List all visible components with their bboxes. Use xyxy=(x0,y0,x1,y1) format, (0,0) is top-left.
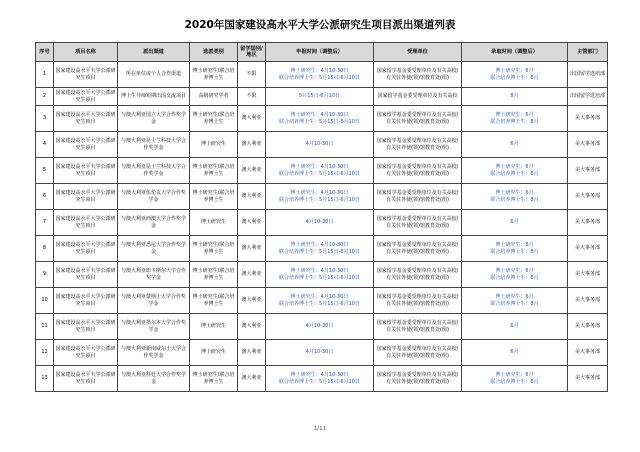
cell-country: 澳大利亚 xyxy=(238,158,266,184)
table-row xyxy=(36,314,608,340)
cell-project: 国家建设高水平大学公派研究生项目 xyxy=(54,340,118,366)
column-header: 派出渠道 xyxy=(118,43,190,62)
cell-channel: 博士生导师短期出国交流项目 xyxy=(118,88,190,106)
cell-apply-time: 博士研究生：4月10-30日 联合培养博士生：5月15日-6月10日 xyxy=(266,366,374,392)
cell-admit-time: 博士研究生：6月 联合培养博士生：8月 xyxy=(462,288,568,314)
cell-accept-unit: 国家留学基金委受理单位及有关高校/有关驻外使(领)馆教育处(组) xyxy=(374,366,462,392)
cell-accept-unit: 国家留学基金委受理单位及有关高校/有关驻外使(领)馆教育处(组) xyxy=(374,236,462,262)
cell-dept: 美大事务部 xyxy=(568,158,608,184)
column-header: 受理单位 xyxy=(374,43,462,62)
cell-admit-time: 博士研究生：6月 联合培养博士生：8月 xyxy=(462,366,568,392)
cell-project: 国家建设高水平大学公派研究生项目 xyxy=(54,288,118,314)
cell-no: 5 xyxy=(36,158,54,184)
cell-country: 不限 xyxy=(238,62,266,88)
cell-apply-time: 4月10-30日 xyxy=(266,210,374,236)
cell-category: 博士研究生/联合培养博士生 xyxy=(190,158,238,184)
cell-channel: 与澳大利亚国立大学合作奖学金 xyxy=(118,106,190,132)
cell-category: 高级研究学者 xyxy=(190,88,238,106)
cell-admit-time: 博士研究生：6月 联合培养博士生：8月 xyxy=(462,106,568,132)
cell-country: 澳大利亚 xyxy=(238,236,266,262)
cell-apply-time: 博士研究生：4月10-30日 联合培养博士生：5月15日-6月10日 xyxy=(266,106,374,132)
page-title: 2020年国家建设高水平大学公派研究生项目派出渠道列表 xyxy=(184,19,456,31)
cell-dept: 美大事务部 xyxy=(568,314,608,340)
cell-admit-time: 6月 xyxy=(462,314,568,340)
cell-project: 国家建设高水平大学公派研究生项目 xyxy=(54,62,118,88)
cell-channel: 与澳大利亚新南威尔士大学合作奖学金 xyxy=(118,340,190,366)
cell-country: 澳大利亚 xyxy=(238,366,266,392)
cell-accept-unit: 国家留学基金委受理单位及有关高校/有关驻外使(领)馆教育处(组) xyxy=(374,62,462,88)
table-row xyxy=(36,106,608,132)
cell-no: 1 xyxy=(36,62,54,88)
column-header: 项目名称 xyxy=(54,43,118,62)
table-row xyxy=(36,340,608,366)
cell-channel: 与澳大利亚纽卡斯尔大学合作奖学金 xyxy=(118,262,190,288)
cell-category: 博士研究生/联合培养博士生 xyxy=(190,366,238,392)
cell-category: 博士研究生/联合培养博士生 xyxy=(190,288,238,314)
cell-country: 澳大利亚 xyxy=(238,210,266,236)
channel-table xyxy=(35,42,608,392)
cell-dept: 美大事务部 xyxy=(568,236,608,262)
table-header-row xyxy=(36,43,608,62)
page-number: 1/11 xyxy=(313,426,327,432)
cell-admit-time: 6月 xyxy=(462,132,568,158)
cell-accept-unit: 国家留学基金委受理单位及有关高校/有关驻外使(领)馆教育处(组) xyxy=(374,340,462,366)
cell-country: 澳大利亚 xyxy=(238,340,266,366)
cell-apply-time: 博士研究生：4月10-30日 联合培养博士生：5月15日-6月10日 xyxy=(266,158,374,184)
cell-dept: 美大事务部 xyxy=(568,132,608,158)
table-row xyxy=(36,366,608,392)
cell-dept: 美大事务部 xyxy=(568,262,608,288)
cell-channel: 与澳大利亚西澳大学合作奖学金 xyxy=(118,210,190,236)
cell-accept-unit: 国家留学基金委受理单位及有关高校 xyxy=(374,88,462,106)
cell-country: 澳大利亚 xyxy=(238,132,266,158)
cell-channel: 与澳大利亚科廷大学合作奖学金 xyxy=(118,366,190,392)
cell-dept: 美大事务部 xyxy=(568,210,608,236)
cell-apply-time: 博士研究生：4月10-30日 联合培养博士生：5月15日-6月10日 xyxy=(266,288,374,314)
cell-no: 3 xyxy=(36,106,54,132)
cell-no: 10 xyxy=(36,288,54,314)
column-header: 主管部门 xyxy=(568,43,608,62)
cell-project: 国家建设高水平大学公派研究生项目 xyxy=(54,88,118,106)
cell-category: 博士研究生/联合培养博士生 xyxy=(190,62,238,88)
cell-project: 国家建设高水平大学公派研究生项目 xyxy=(54,366,118,392)
cell-accept-unit: 国家留学基金委受理单位及有关高校/有关驻外使(领)馆教育处(组) xyxy=(374,288,462,314)
table-row xyxy=(36,262,608,288)
table-row xyxy=(36,88,608,106)
cell-project: 国家建设高水平大学公派研究生项目 xyxy=(54,106,118,132)
cell-accept-unit: 国家留学基金委受理单位及有关高校/有关驻外使(领)馆教育处(组) xyxy=(374,262,462,288)
cell-admit-time: 博士研究生：6月 联合培养博士生：8月 xyxy=(462,262,568,288)
column-header: 序号 xyxy=(36,43,54,62)
cell-category: 博士研究生/联合培养博士生 xyxy=(190,262,238,288)
table-body xyxy=(36,62,608,392)
cell-apply-time: 博士研究生：4月10-30日 联合培养博士生：5月15日-6月10日 xyxy=(266,262,374,288)
cell-country: 澳大利亚 xyxy=(238,184,266,210)
cell-dept: 美大事务部 xyxy=(568,288,608,314)
cell-project: 国家建设高水平大学公派研究生项目 xyxy=(54,132,118,158)
cell-channel: 所在单位或个人合作渠道 xyxy=(118,62,190,88)
cell-project: 国家建设高水平大学公派研究生项目 xyxy=(54,210,118,236)
cell-channel: 与澳大利亚昆士兰科技大学合作奖学金 xyxy=(118,158,190,184)
cell-dept: 美大事务部 xyxy=(568,366,608,392)
table-row xyxy=(36,132,608,158)
cell-accept-unit: 国家留学基金委受理单位及有关高校/有关驻外使(领)馆教育处(组) xyxy=(374,106,462,132)
cell-dept: 出国留学选培部 xyxy=(568,88,608,106)
cell-accept-unit: 国家留学基金委受理单位及有关高校/有关驻外使(领)馆教育处(组) xyxy=(374,132,462,158)
cell-no: 9 xyxy=(36,262,54,288)
cell-no: 8 xyxy=(36,236,54,262)
table-row xyxy=(36,236,608,262)
cell-apply-time: 4月10-30日 xyxy=(266,314,374,340)
cell-channel: 与澳大利亚悉尼大学合作奖学金 xyxy=(118,236,190,262)
cell-accept-unit: 国家留学基金委受理单位及有关高校/有关驻外使(领)馆教育处(组) xyxy=(374,184,462,210)
cell-apply-time: 4月10-30日 xyxy=(266,340,374,366)
cell-category: 博士研究生 xyxy=(190,210,238,236)
cell-no: 6 xyxy=(36,184,54,210)
cell-accept-unit: 国家留学基金委受理单位及有关高校/有关驻外使(领)馆教育处(组) xyxy=(374,158,462,184)
column-header: 申报时间（调整后） xyxy=(266,43,374,62)
cell-apply-time: 博士研究生：4月10-30日 联合培养博士生：5月15日-6月10日 xyxy=(266,184,374,210)
cell-country: 澳大利亚 xyxy=(238,314,266,340)
cell-apply-time: 博士研究生：4月10-30日 联合培养博士生：5月15日-6月10日 xyxy=(266,236,374,262)
cell-dept: 美大事务部 xyxy=(568,184,608,210)
table-row xyxy=(36,158,608,184)
column-header: 留学国别/地区 xyxy=(238,43,266,62)
cell-category: 博士研究生 xyxy=(190,340,238,366)
cell-category: 博士研究生/联合培养博士生 xyxy=(190,184,238,210)
cell-apply-time: 5月15日-6月10日 xyxy=(266,88,374,106)
cell-project: 国家建设高水平大学公派研究生项目 xyxy=(54,158,118,184)
cell-no: 12 xyxy=(36,340,54,366)
cell-admit-time: 博士研究生：6月 联合培养博士生：8月 xyxy=(462,236,568,262)
cell-apply-time: 博士研究生：4月10-30日 联合培养博士生：5月15日-6月10日 xyxy=(266,62,374,88)
cell-category: 博士研究生/联合培养博士生 xyxy=(190,106,238,132)
table-row xyxy=(36,184,608,210)
cell-category: 博士研究生 xyxy=(190,314,238,340)
cell-admit-time: 博士研究生：6月 联合培养博士生：8月 xyxy=(462,62,568,88)
cell-project: 国家建设高水平大学公派研究生项目 xyxy=(54,262,118,288)
table-row xyxy=(36,62,608,88)
cell-no: 7 xyxy=(36,210,54,236)
cell-admit-time: 6月 xyxy=(462,210,568,236)
cell-accept-unit: 国家留学基金委受理单位及有关高校/有关驻外使(领)馆教育处(组) xyxy=(374,210,462,236)
cell-project: 国家建设高水平大学公派研究生项目 xyxy=(54,236,118,262)
cell-admit-time: 博士研究生：6月 联合培养博士生：8月 xyxy=(462,184,568,210)
column-header: 选派类别 xyxy=(190,43,238,62)
cell-country: 澳大利亚 xyxy=(238,288,266,314)
cell-no: 2 xyxy=(36,88,54,106)
cell-dept: 美大事务部 xyxy=(568,340,608,366)
cell-project: 国家建设高水平大学公派研究生项目 xyxy=(54,184,118,210)
table-row xyxy=(36,288,608,314)
cell-admit-time: 8月 xyxy=(462,88,568,106)
cell-channel: 与澳大利亚伍伦贡大学合作奖学金 xyxy=(118,184,190,210)
cell-admit-time: 6月 xyxy=(462,340,568,366)
cell-admit-time: 博士研究生：6月 联合培养博士生：8月 xyxy=(462,158,568,184)
cell-accept-unit: 国家留学基金委受理单位及有关高校/有关驻外使(领)馆教育处(组) xyxy=(374,314,462,340)
cell-country: 澳大利亚 xyxy=(238,262,266,288)
cell-category: 博士研究生 xyxy=(190,132,238,158)
cell-channel: 与澳大利亚墨尔本大学合作奖学金 xyxy=(118,314,190,340)
cell-no: 13 xyxy=(36,366,54,392)
cell-channel: 与澳大利亚昆士兰科技大学合作奖学金 xyxy=(118,132,190,158)
cell-country: 不限 xyxy=(238,88,266,106)
table-row xyxy=(36,210,608,236)
cell-channel: 与澳大利亚蒙纳士大学合作奖学金 xyxy=(118,288,190,314)
cell-project: 国家建设高水平大学公派研究生项目 xyxy=(54,314,118,340)
cell-dept: 出国留学选培部 xyxy=(568,62,608,88)
cell-category: 博士研究生/联合培养博士生 xyxy=(190,236,238,262)
cell-no: 11 xyxy=(36,314,54,340)
cell-apply-time: 4月10-30日 xyxy=(266,132,374,158)
cell-dept: 美大事务部 xyxy=(568,106,608,132)
column-header: 录取时间（调整后） xyxy=(462,43,568,62)
cell-no: 4 xyxy=(36,132,54,158)
cell-country: 澳大利亚 xyxy=(238,106,266,132)
